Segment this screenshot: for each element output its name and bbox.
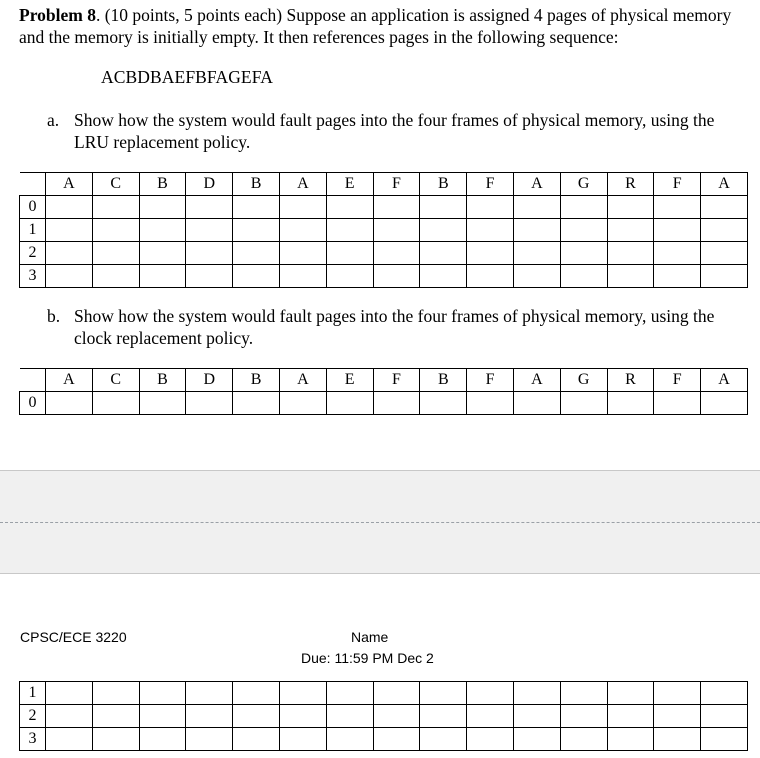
answer-cell[interactable] <box>607 705 654 728</box>
answer-cell[interactable] <box>701 196 748 219</box>
answer-cell[interactable] <box>654 392 701 415</box>
due-date: Due: 11:59 PM Dec 2 <box>301 650 434 666</box>
column-header: E <box>326 369 373 392</box>
answer-cell[interactable] <box>701 219 748 242</box>
column-header: A <box>279 369 326 392</box>
answer-cell[interactable] <box>373 196 420 219</box>
column-header: F <box>654 369 701 392</box>
answer-cell[interactable] <box>420 196 467 219</box>
frame-label: 1 <box>20 219 46 242</box>
page-break <box>0 470 760 574</box>
answer-cell[interactable] <box>279 392 326 415</box>
answer-cell[interactable] <box>560 196 607 219</box>
reference-sequence: ACBDBAEFBFAGEFA <box>101 67 273 87</box>
answer-cell[interactable] <box>513 682 560 705</box>
answer-cell[interactable] <box>46 392 93 415</box>
problem-statement <box>19 5 739 48</box>
answer-cell[interactable] <box>279 705 326 728</box>
frame-label: 3 <box>20 728 46 751</box>
answer-cell[interactable] <box>186 728 233 751</box>
frame-label: 0 <box>20 392 46 415</box>
answer-cell[interactable] <box>139 219 186 242</box>
answer-cell[interactable] <box>92 728 139 751</box>
clock-table-frame-row <box>20 392 748 415</box>
column-header: F <box>373 369 420 392</box>
frame-label: 0 <box>20 196 46 219</box>
answer-cell[interactable] <box>513 242 560 265</box>
lru-table-frame-row <box>20 265 748 288</box>
column-header: B <box>420 173 467 196</box>
answer-cell[interactable] <box>326 728 373 751</box>
name-label: Name <box>351 629 389 645</box>
clock-table-continued <box>19 681 748 751</box>
answer-cell[interactable] <box>513 705 560 728</box>
answer-cell[interactable] <box>654 705 701 728</box>
part-a <box>47 110 747 153</box>
answer-cell[interactable] <box>326 392 373 415</box>
answer-cell[interactable] <box>607 392 654 415</box>
column-header: R <box>607 173 654 196</box>
answer-cell[interactable] <box>373 265 420 288</box>
answer-cell[interactable] <box>46 705 93 728</box>
column-header: D <box>186 369 233 392</box>
answer-cell[interactable] <box>420 728 467 751</box>
answer-cell[interactable] <box>420 705 467 728</box>
answer-cell[interactable] <box>560 705 607 728</box>
part-b-label: b. <box>47 306 61 326</box>
part-a-label: a. <box>47 110 60 130</box>
column-header: A <box>513 173 560 196</box>
answer-cell[interactable] <box>420 682 467 705</box>
column-header: G <box>560 369 607 392</box>
answer-cell[interactable] <box>607 219 654 242</box>
answer-cell[interactable] <box>186 392 233 415</box>
column-header: A <box>513 369 560 392</box>
answer-cell[interactable] <box>560 392 607 415</box>
answer-cell[interactable] <box>373 728 420 751</box>
answer-cell[interactable] <box>233 392 280 415</box>
answer-cell[interactable] <box>467 196 514 219</box>
answer-cell[interactable] <box>513 728 560 751</box>
column-header: F <box>654 173 701 196</box>
answer-cell[interactable] <box>513 392 560 415</box>
column-header: B <box>139 173 186 196</box>
clock-table-continued-frame-row <box>20 705 748 728</box>
column-header: B <box>233 369 280 392</box>
answer-cell[interactable] <box>373 705 420 728</box>
answer-cell[interactable] <box>233 728 280 751</box>
answer-cell[interactable] <box>560 265 607 288</box>
answer-cell[interactable] <box>701 728 748 751</box>
header-corner-cell <box>20 369 46 392</box>
answer-cell[interactable] <box>186 196 233 219</box>
answer-cell[interactable] <box>186 219 233 242</box>
answer-cell[interactable] <box>326 705 373 728</box>
column-header: A <box>279 173 326 196</box>
frame-label: 3 <box>20 265 46 288</box>
column-header: F <box>373 173 420 196</box>
answer-cell[interactable] <box>233 196 280 219</box>
column-header: R <box>607 369 654 392</box>
column-header: A <box>701 369 748 392</box>
answer-cell[interactable] <box>701 265 748 288</box>
lru-table-frame-row <box>20 242 748 265</box>
part-b <box>47 306 747 349</box>
answer-cell[interactable] <box>373 242 420 265</box>
answer-cell[interactable] <box>326 196 373 219</box>
column-header: D <box>186 173 233 196</box>
answer-cell[interactable] <box>607 196 654 219</box>
answer-cell[interactable] <box>92 219 139 242</box>
answer-cell[interactable] <box>279 196 326 219</box>
answer-cell[interactable] <box>186 265 233 288</box>
answer-cell[interactable] <box>92 265 139 288</box>
answer-cell[interactable] <box>279 682 326 705</box>
answer-cell[interactable] <box>279 242 326 265</box>
answer-cell[interactable] <box>139 728 186 751</box>
answer-cell[interactable] <box>654 219 701 242</box>
answer-cell[interactable] <box>46 728 93 751</box>
answer-cell[interactable] <box>701 682 748 705</box>
answer-cell[interactable] <box>139 265 186 288</box>
answer-cell[interactable] <box>560 682 607 705</box>
answer-cell[interactable] <box>513 219 560 242</box>
column-header: C <box>92 369 139 392</box>
answer-cell[interactable] <box>467 682 514 705</box>
answer-cell[interactable] <box>139 242 186 265</box>
answer-cell[interactable] <box>326 242 373 265</box>
answer-cell[interactable] <box>654 265 701 288</box>
answer-cell[interactable] <box>654 196 701 219</box>
frame-label: 1 <box>20 682 46 705</box>
answer-cell[interactable] <box>186 242 233 265</box>
answer-cell[interactable] <box>467 242 514 265</box>
answer-cell[interactable] <box>560 242 607 265</box>
column-header: B <box>233 173 280 196</box>
answer-cell[interactable] <box>186 682 233 705</box>
answer-cell[interactable] <box>701 242 748 265</box>
answer-cell[interactable] <box>92 705 139 728</box>
answer-cell[interactable] <box>233 682 280 705</box>
answer-cell[interactable] <box>326 682 373 705</box>
answer-cell[interactable] <box>326 265 373 288</box>
answer-cell[interactable] <box>233 705 280 728</box>
lru-table-frame-row <box>20 196 748 219</box>
answer-cell[interactable] <box>139 392 186 415</box>
frame-label: 2 <box>20 705 46 728</box>
problem-number: Problem 8 <box>19 5 96 25</box>
answer-cell[interactable] <box>139 705 186 728</box>
page-break-divider <box>0 522 760 523</box>
answer-cell[interactable] <box>373 392 420 415</box>
answer-cell[interactable] <box>701 392 748 415</box>
column-header: A <box>46 369 93 392</box>
answer-cell[interactable] <box>560 728 607 751</box>
answer-cell[interactable] <box>607 242 654 265</box>
answer-cell[interactable] <box>654 728 701 751</box>
column-header: A <box>701 173 748 196</box>
answer-cell[interactable] <box>420 392 467 415</box>
clock-table-continued-frame-row <box>20 682 748 705</box>
column-header: G <box>560 173 607 196</box>
answer-cell[interactable] <box>467 219 514 242</box>
answer-cell[interactable] <box>607 682 654 705</box>
answer-cell[interactable] <box>186 705 233 728</box>
answer-cell[interactable] <box>420 219 467 242</box>
answer-cell[interactable] <box>92 196 139 219</box>
column-header: B <box>139 369 186 392</box>
clock-table-continued-frame-row <box>20 728 748 751</box>
column-header: B <box>420 369 467 392</box>
answer-cell[interactable] <box>467 705 514 728</box>
answer-cell[interactable] <box>420 242 467 265</box>
lru-table-frame-row <box>20 219 748 242</box>
part-a-text: Show how the system would fault pages into the four frames of physical memory, using the LRU replacement policy. <box>74 110 715 152</box>
answer-cell[interactable] <box>513 196 560 219</box>
answer-cell[interactable] <box>139 682 186 705</box>
answer-cell[interactable] <box>373 682 420 705</box>
answer-cell[interactable] <box>654 242 701 265</box>
answer-cell[interactable] <box>373 219 420 242</box>
answer-cell[interactable] <box>607 265 654 288</box>
answer-cell[interactable] <box>92 392 139 415</box>
part-b-text: Show how the system would fault pages into the four frames of physical memory, using the clock replacement policy. <box>74 306 715 348</box>
clock-table <box>19 368 748 415</box>
lru-table <box>19 172 748 288</box>
column-header: E <box>326 173 373 196</box>
course-label: CPSC/ECE 3220 <box>20 629 127 645</box>
answer-cell[interactable] <box>560 219 607 242</box>
header-corner-cell <box>20 173 46 196</box>
answer-cell[interactable] <box>654 682 701 705</box>
answer-cell[interactable] <box>701 705 748 728</box>
answer-cell[interactable] <box>46 242 93 265</box>
answer-cell[interactable] <box>279 265 326 288</box>
answer-cell[interactable] <box>46 682 93 705</box>
answer-cell[interactable] <box>46 196 93 219</box>
answer-cell[interactable] <box>233 219 280 242</box>
answer-cell[interactable] <box>233 242 280 265</box>
column-header: C <box>92 173 139 196</box>
answer-cell[interactable] <box>92 682 139 705</box>
answer-cell[interactable] <box>420 265 467 288</box>
answer-cell[interactable] <box>513 265 560 288</box>
answer-cell[interactable] <box>607 728 654 751</box>
answer-cell[interactable] <box>279 219 326 242</box>
answer-cell[interactable] <box>46 219 93 242</box>
answer-cell[interactable] <box>233 265 280 288</box>
answer-cell[interactable] <box>467 392 514 415</box>
answer-cell[interactable] <box>46 265 93 288</box>
problem-intro: . (10 points, 5 points each) Suppose an application is assigned 4 pages of physical memory and the memory is initially empty. It then references pages in the following sequence: <box>19 5 732 47</box>
column-header: A <box>46 173 93 196</box>
answer-cell[interactable] <box>467 265 514 288</box>
frame-label: 2 <box>20 242 46 265</box>
answer-cell[interactable] <box>467 728 514 751</box>
answer-cell[interactable] <box>92 242 139 265</box>
answer-cell[interactable] <box>326 219 373 242</box>
column-header: F <box>467 369 514 392</box>
column-header: F <box>467 173 514 196</box>
lru-table-header-row <box>20 173 748 196</box>
answer-cell[interactable] <box>279 728 326 751</box>
answer-cell[interactable] <box>139 196 186 219</box>
clock-table-header-row <box>20 369 748 392</box>
